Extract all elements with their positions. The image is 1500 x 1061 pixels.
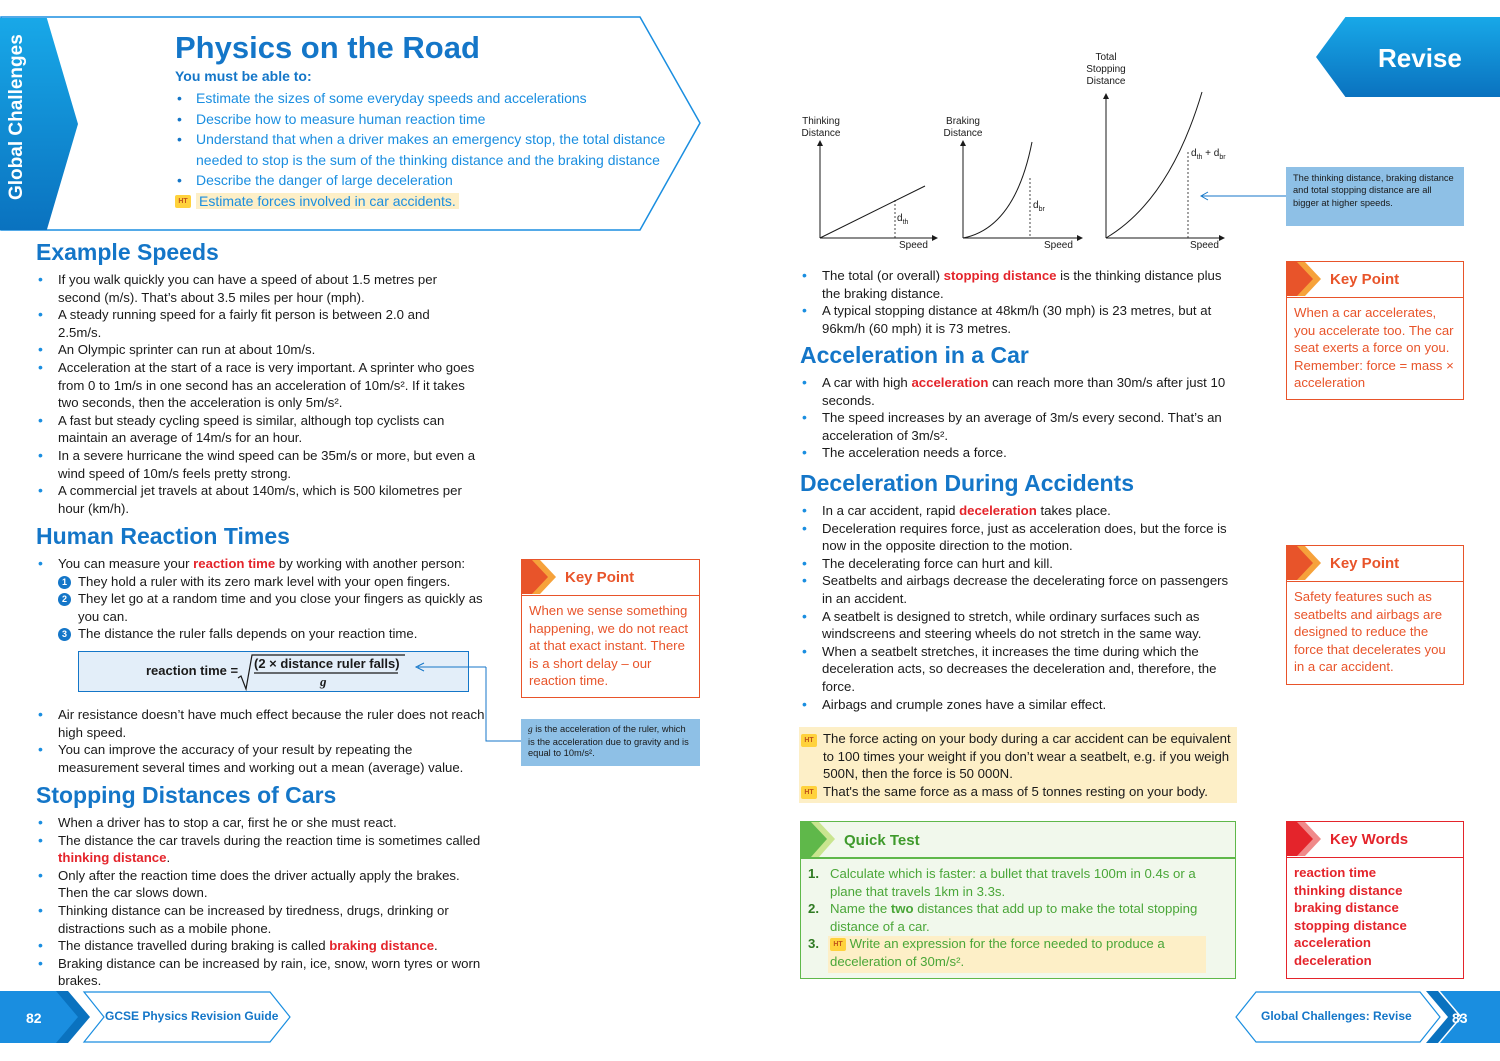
thinking-distance-graph (820, 143, 935, 238)
key-point-title: Key Point (565, 569, 635, 586)
question-item: 3. HT Write an expression for the force needed to produce a deceleration of 30m/s². (808, 936, 1165, 969)
speed-axis-label: Speed (1190, 240, 1219, 251)
keyword: deceleration (959, 503, 1037, 518)
braking-distance-axis-label: Braking Distance (943, 116, 983, 139)
list-item: • A typical stopping distance at 48km/h (30 mph) is 23 metres, but at 96km/h (60 mph) it is 73 metres. (800, 302, 1230, 337)
chevron-icon (1287, 262, 1323, 296)
dth-plus-dbr-label: $d_{th} + d_{br}$ (1191, 148, 1226, 161)
higher-tier-badge: HT (801, 734, 817, 747)
objective-item: • Describe how to measure human reaction time (175, 109, 675, 130)
reaction-times-notes (36, 706, 486, 776)
dbr-label: $d_{br}$ (1033, 200, 1045, 213)
page-number: 83 (1452, 1010, 1468, 1026)
key-word: deceleration (1294, 952, 1372, 968)
section-heading-acceleration: Acceleration in a Car (800, 342, 1029, 368)
list-item: • A commercial jet travels at about 140m/s, which is 500 kilometres per hour (km/h). (36, 482, 476, 517)
formula-numerator: (2 × distance ruler falls) (254, 656, 400, 671)
list-item: • Acceleration at the start of a race is very important. A sprinter who goes from 0 to 1m/s in one second has an acceleration of 10m/s². If it takes two seconds, then the acceleration is only 5m/s². (36, 359, 476, 412)
thinking-distance-axis-label: Thinking Distance (801, 116, 841, 139)
total-stopping-distance-graph (1106, 92, 1222, 238)
formula-lhs: reaction time = (146, 663, 239, 678)
example-speeds-list (36, 271, 476, 517)
higher-tier-badge: HT (801, 786, 817, 799)
list-item: • The distance travelled during braking is called braking distance. (36, 937, 486, 955)
key-words-list (1287, 858, 1463, 970)
chevron-icon (1287, 546, 1323, 580)
key-word: braking distance (1294, 900, 1399, 916)
key-word: acceleration (1294, 935, 1371, 951)
key-point-title: Key Point (1330, 555, 1400, 572)
section-side-tab-label: Global Challenges (6, 34, 27, 200)
list-item: • A car with high acceleration can reach more than 30m/s after just 10 seconds. (800, 374, 1236, 409)
braking-distance-graph (963, 142, 1080, 238)
list-item: • When a seatbelt stretches, it increases the time during which the deceleration acts, so decreases the deceleration and, therefore, the force. (800, 643, 1236, 696)
section-heading-example-speeds: Example Speeds (36, 239, 219, 265)
reaction-times-list (36, 555, 486, 643)
section-heading-reaction-times: Human Reaction Times (36, 523, 290, 549)
objective-item: • Estimate the sizes of some everyday speeds and accelerations (175, 88, 675, 109)
callout-arrow (1198, 190, 1288, 202)
quick-test-divider (800, 857, 1236, 859)
list-item: • Airbags and crumple zones have a similar effect. (800, 696, 1236, 714)
list-item: • Seatbelts and airbags decrease the decelerating force on passengers in an accident. (800, 572, 1236, 607)
stopping-distances-list (36, 814, 486, 990)
numbered-step: 3 The distance the ruler falls depends on your reaction time. (36, 625, 486, 643)
quick-test-questions (808, 865, 1228, 971)
gravity-callout: g is the acceleration of the ruler, which is the acceleration due to gravity and is equal to 10m/s². (521, 719, 700, 766)
list-item: • You can measure your reaction time by working with another person: (36, 555, 486, 573)
list-item: • A fast but steady cycling speed is similar, although top cyclists can maintain an average of 14m/s for an hour. (36, 412, 476, 447)
chevron-icon (1287, 822, 1323, 856)
key-point-text: Safety features such as seatbelts and airbags are designed to reduce the force that decelerates you in a car accident. (1294, 589, 1446, 675)
list-item: • A seatbelt is designed to stretch, while ordinary surfaces such as windscreens and steering wheels do not stretch in the same way. (800, 608, 1236, 643)
objective-text: Estimate forces involved in car accidents. (196, 193, 459, 209)
speed-axis-label: Speed (899, 240, 928, 251)
list-item: • Deceleration requires force, just as acceleration does, but the force is now in the opposite direction to the motion. (800, 520, 1236, 555)
dth-label: $d_{th}$ (897, 213, 909, 226)
page-title: Physics on the Road (175, 30, 480, 65)
section-heading-deceleration: Deceleration During Accidents (800, 470, 1135, 496)
key-word: reaction time (1294, 865, 1377, 880)
stopping-distance-graphs (790, 50, 1230, 250)
thinking-distance-line (820, 186, 925, 238)
chevron-icon (801, 822, 837, 857)
list-item: • Thinking distance can be increased by tiredness, drugs, drinking or distractions such as a mobile phone. (36, 902, 486, 937)
page-number: 82 (26, 1010, 42, 1026)
quick-test-title: Quick Test (844, 832, 920, 849)
list-item: • If you walk quickly you can have a speed of about 1.5 metres per second (m/s). That’s about 3.5 miles per hour (mph). (36, 271, 476, 306)
list-item: • A steady running speed for a fairly fit person is between 2.0 and 2.5m/s. (36, 306, 476, 341)
keyword: braking distance (329, 938, 435, 954)
list-item: • An Olympic sprinter can run at about 10m/s. (36, 341, 476, 359)
list-item: • The distance the car travels during the reaction time is sometimes called thinking distance. (36, 832, 486, 867)
key-point-text: When a car accelerates, you accelerate too. The car seat exerts a force on you. Remember: force = mass × acceleration (1294, 305, 1454, 391)
key-point-text: When we sense something happening, we do not react at that exact instant. There is a short delay – our reaction time. (529, 603, 689, 689)
key-point-box (1286, 261, 1464, 400)
revise-tab-label: Revise (1378, 43, 1462, 73)
numbered-step: 1 They hold a ruler with its zero mark level with your open fingers. (36, 573, 486, 591)
key-word: stopping distance (1294, 917, 1407, 933)
key-point-title: Key Point (1330, 271, 1400, 288)
step-number: 3 (58, 628, 71, 641)
stopping-distance-list (800, 267, 1230, 337)
step-number: 2 (58, 593, 71, 606)
step-number: 1 (58, 576, 71, 589)
key-word: thinking distance (1294, 882, 1403, 898)
higher-tier-badge: HT (830, 938, 846, 951)
total-distance-curve (1106, 92, 1202, 238)
key-point-box (521, 559, 700, 698)
graphs-callout: The thinking distance, braking distance and total stopping distance are all bigger at higher speeds. (1286, 167, 1464, 226)
objectives-heading: You must be able to: (175, 68, 312, 84)
numbered-step: 2 They let go at a random time and you close your fingers as quickly as you can. (36, 590, 486, 625)
list-item: • You can improve the accuracy of your result by repeating the measurement several times and working out a mean (average) value. (36, 741, 486, 776)
key-words-box (1286, 821, 1464, 979)
question-item: 2. Name the two distances that add up to make the total stopping distance of a car. (808, 901, 1198, 934)
key-point-box (1286, 545, 1464, 685)
list-item: • In a severe hurricane the wind speed can be 35m/s or more, but even a wind speed of 10m/s feels pretty strong. (36, 447, 476, 482)
higher-tier-text (823, 730, 1233, 800)
list-item: • Braking distance can be increased by rain, ice, snow, worn tyres or worn brakes. (36, 955, 486, 990)
list-item: • Only after the reaction time does the driver actually apply the brakes. Then the car slows down. (36, 867, 486, 902)
deceleration-list (800, 502, 1236, 713)
list-item: • When a driver has to stop a car, first he or she must react. (36, 814, 486, 832)
keyword: acceleration (911, 375, 989, 390)
list-item: • In a car accident, rapid deceleration takes place. (800, 502, 1236, 520)
list-item: • The decelerating force can hurt and kill. (800, 555, 1236, 573)
keyword: reaction time (193, 556, 276, 571)
objective-item-higher-tier (175, 191, 675, 212)
acceleration-list (800, 374, 1236, 462)
higher-tier-paragraph: That's the same force as a mass of 5 tonnes resting on your body. (823, 783, 1208, 799)
footer-title: Global Challenges: Revise (1261, 1009, 1412, 1023)
objective-item: • Describe the danger of large deceleration (175, 170, 675, 191)
speed-axis-label: Speed (1044, 240, 1073, 251)
higher-tier-badge: HT (175, 195, 191, 208)
question-item: 1. Calculate which is faster: a bullet that travels 100m in 0.4s or a plane that travels 1km in 3.3s. (808, 866, 1196, 899)
section-heading-stopping-distances: Stopping Distances of Cars (36, 782, 337, 808)
higher-tier-paragraph: The force acting on your body during a car accident can be equivalent to 100 times your weight if you don’t wear a seatbelt, e.g. if you weigh 500N, then the force is 50 000N. (823, 731, 1231, 782)
footer-title: GCSE Physics Revision Guide (105, 1009, 279, 1023)
braking-distance-curve (963, 142, 1032, 238)
objective-item: • Understand that when a driver makes an emergency stop, the total distance needed to stop is the sum of the thinking distance and the braking distance (175, 129, 675, 170)
list-item: • Air resistance doesn’t have much effect because the ruler does not reach high speed. (36, 706, 486, 741)
total-stopping-distance-axis-label: Total Stopping Distance (1086, 52, 1126, 87)
list-item: • The speed increases by an average of 3m/s every second. That’s an acceleration of 3m/s². (800, 409, 1236, 444)
objectives-list (175, 88, 675, 211)
formula-denominator: g (320, 674, 327, 689)
keyword: thinking distance (58, 850, 167, 866)
chevron-icon (522, 560, 558, 594)
list-item: • The acceleration needs a force. (800, 444, 1236, 462)
list-item: • The total (or overall) stopping distance is the thinking distance plus the braking distance. (800, 267, 1230, 302)
keyword: stopping distance (943, 268, 1057, 283)
key-words-title: Key Words (1330, 831, 1409, 848)
